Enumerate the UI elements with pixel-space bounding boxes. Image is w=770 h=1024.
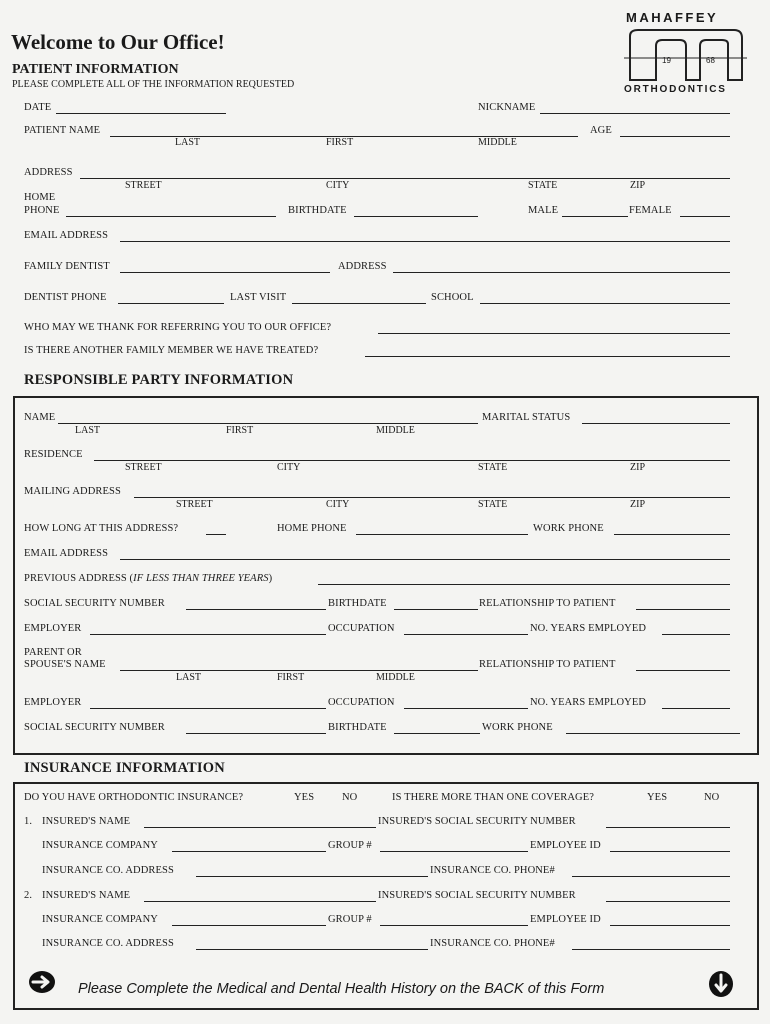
label-insured2-group: GROUP # — [328, 914, 372, 925]
label-last-visit: LAST VISIT — [230, 292, 287, 303]
label-rp-home-phone: HOME PHONE — [277, 523, 347, 534]
label-spouse-occupation: OCCUPATION — [328, 697, 395, 708]
sublabel-last: LAST — [175, 137, 200, 148]
date-field[interactable] — [56, 113, 226, 114]
option-coverage-no[interactable]: NO — [704, 792, 720, 803]
instruction-text: PLEASE COMPLETE ALL OF THE INFORMATION REQUESTED — [12, 79, 295, 90]
footer-instruction: Please Complete the Medical and Dental Health History on the BACK of this Form — [78, 981, 605, 997]
section-title-insurance: INSURANCE INFORMATION — [24, 760, 225, 776]
sublabel-spouse-middle: MIDDLE — [376, 672, 415, 683]
sublabel-street: STREET — [125, 180, 162, 191]
label-insured2-name: INSURED'S NAME — [42, 890, 131, 901]
sublabel-rp-first: FIRST — [226, 425, 254, 436]
label-more-coverage: IS THERE MORE THAN ONE COVERAGE? — [392, 792, 595, 803]
label-how-long: HOW LONG AT THIS ADDRESS? — [24, 523, 179, 534]
label-rp-email: EMAIL ADDRESS — [24, 548, 109, 559]
dentist-address-field[interactable] — [393, 272, 730, 273]
insured2-name-field[interactable] — [144, 901, 376, 902]
insured1-co-address-field[interactable] — [196, 876, 428, 877]
label-nickname: NICKNAME — [478, 102, 536, 113]
arrow-right-icon — [28, 970, 56, 994]
insured1-group-field[interactable] — [380, 851, 528, 852]
prev-address-field[interactable] — [318, 584, 730, 585]
label-insured1-ssn: INSURED'S SOCIAL SECURITY NUMBER — [378, 816, 576, 827]
label-email: EMAIL ADDRESS — [24, 230, 109, 241]
insured1-employee-id-field[interactable] — [610, 851, 730, 852]
label-insured1-name: INSURED'S NAME — [42, 816, 131, 827]
male-field[interactable] — [562, 216, 628, 217]
spouse-occupation-field[interactable] — [404, 708, 528, 709]
label-insured1-employee-id: EMPLOYEE ID — [530, 840, 601, 851]
label-referral: WHO MAY WE THANK FOR REFERRING YOU TO OUR OFFICE? — [24, 322, 332, 333]
rp-work-phone-field[interactable] — [614, 534, 730, 535]
sublabel-first: FIRST — [326, 137, 354, 148]
logo-name: MAHAFFEY — [626, 10, 719, 25]
dentist-phone-field[interactable] — [118, 303, 224, 304]
label-insured2-ssn: INSURED'S SOCIAL SECURITY NUMBER — [378, 890, 576, 901]
label-rp-ssn: SOCIAL SECURITY NUMBER — [24, 598, 165, 609]
label-ortho-insurance: DO YOU HAVE ORTHODONTIC INSURANCE? — [24, 792, 244, 803]
age-field[interactable] — [620, 136, 730, 137]
home-phone-field[interactable] — [66, 216, 276, 217]
insured2-company-field[interactable] — [172, 925, 326, 926]
spouse-birthdate-field[interactable] — [394, 733, 480, 734]
insured2-co-address-field[interactable] — [196, 949, 428, 950]
sublabel-res-street: STREET — [125, 462, 162, 473]
spouse-employer-field[interactable] — [90, 708, 326, 709]
option-insurance-no[interactable]: NO — [342, 792, 358, 803]
family-member-field[interactable] — [365, 356, 730, 357]
label-relationship: RELATIONSHIP TO PATIENT — [479, 598, 616, 609]
sublabel-city: CITY — [326, 180, 350, 191]
employer-field[interactable] — [90, 634, 326, 635]
label-occupation: OCCUPATION — [328, 623, 395, 634]
logo-year-left: 19 — [662, 56, 671, 65]
sublabel-res-zip: ZIP — [630, 462, 645, 473]
email-field[interactable] — [120, 241, 730, 242]
sublabel-middle: MIDDLE — [478, 137, 517, 148]
school-field[interactable] — [480, 303, 730, 304]
label-home: HOME — [24, 192, 56, 203]
option-coverage-yes[interactable]: YES — [647, 792, 668, 803]
rp-ssn-field[interactable] — [186, 609, 326, 610]
label-spouse-employer: EMPLOYER — [24, 697, 82, 708]
label-parent-or: PARENT OR — [24, 647, 82, 658]
logo-year-right: 68 — [706, 56, 715, 65]
last-visit-field[interactable] — [292, 303, 426, 304]
residence-field[interactable] — [94, 460, 730, 461]
family-dentist-field[interactable] — [120, 272, 330, 273]
label-dentist-phone: DENTIST PHONE — [24, 292, 107, 303]
label-age: AGE — [590, 125, 612, 136]
page-title: Welcome to Our Office! — [11, 30, 225, 54]
sublabel-rp-middle: MIDDLE — [376, 425, 415, 436]
label-prev-address: PREVIOUS ADDRESS (IF LESS THAN THREE YEARS) — [24, 573, 273, 584]
birthdate-field[interactable] — [354, 216, 478, 217]
label-school: SCHOOL — [431, 292, 474, 303]
logo-subtitle: ORTHODONTICS — [624, 84, 727, 95]
label-marital: MARITAL STATUS — [482, 412, 571, 423]
label-insured1-co-phone: INSURANCE CO. PHONE# — [430, 865, 555, 876]
section-title-patient: PATIENT INFORMATION — [12, 62, 179, 77]
spouse-years-employed-field[interactable] — [662, 708, 730, 709]
spouse-ssn-field[interactable] — [186, 733, 326, 734]
rp-email-field[interactable] — [120, 559, 730, 560]
sublabel-res-state: STATE — [478, 462, 508, 473]
sublabel-spouse-first: FIRST — [277, 672, 305, 683]
label-rp-name: NAME — [24, 412, 56, 423]
relationship-field[interactable] — [636, 609, 730, 610]
address-field[interactable] — [80, 178, 730, 179]
label-mailing: MAILING ADDRESS — [24, 486, 121, 497]
how-long-field[interactable] — [206, 534, 226, 535]
sublabel-mail-state: STATE — [478, 499, 508, 510]
label-spouse-relationship: RELATIONSHIP TO PATIENT — [479, 659, 616, 670]
label-spouse-birthdate: BIRTHDATE — [328, 722, 387, 733]
rp-home-phone-field[interactable] — [356, 534, 528, 535]
spouse-work-phone-field[interactable] — [566, 733, 740, 734]
label-num-2: 2. — [24, 890, 33, 901]
sublabel-zip: ZIP — [630, 180, 645, 191]
insured2-co-phone-field[interactable] — [572, 949, 730, 950]
label-employer: EMPLOYER — [24, 623, 82, 634]
insured1-company-field[interactable] — [172, 851, 326, 852]
label-spouse-name: SPOUSE'S NAME — [24, 659, 106, 670]
label-insured1-company: INSURANCE COMPANY — [42, 840, 158, 851]
label-phone: PHONE — [24, 205, 60, 216]
referral-field[interactable] — [378, 333, 730, 334]
sublabel-mail-zip: ZIP — [630, 499, 645, 510]
female-field[interactable] — [680, 216, 730, 217]
label-insured1-group: GROUP # — [328, 840, 372, 851]
label-insured1-co-address: INSURANCE CO. ADDRESS — [42, 865, 174, 876]
label-family-member: IS THERE ANOTHER FAMILY MEMBER WE HAVE TREATED? — [24, 345, 319, 356]
logo-mark — [624, 26, 747, 82]
label-spouse-ssn: SOCIAL SECURITY NUMBER — [24, 722, 165, 733]
sublabel-rp-last: LAST — [75, 425, 100, 436]
rp-birthdate-field[interactable] — [394, 609, 478, 610]
sublabel-state: STATE — [528, 180, 558, 191]
spouse-name-field[interactable] — [120, 670, 478, 671]
label-patient-name: PATIENT NAME — [24, 125, 101, 136]
label-insured2-co-address: INSURANCE CO. ADDRESS — [42, 938, 174, 949]
label-birthdate: BIRTHDATE — [288, 205, 347, 216]
label-rp-work-phone: WORK PHONE — [533, 523, 604, 534]
insured2-ssn-field[interactable] — [606, 901, 730, 902]
label-dentist-address: ADDRESS — [338, 261, 387, 272]
insured2-employee-id-field[interactable] — [610, 925, 730, 926]
label-years-employed: NO. YEARS EMPLOYED — [530, 623, 647, 634]
label-insured2-company: INSURANCE COMPANY — [42, 914, 158, 925]
spouse-relationship-field[interactable] — [636, 670, 730, 671]
label-num-1: 1. — [24, 816, 33, 827]
sublabel-mail-street: STREET — [176, 499, 213, 510]
sublabel-res-city: CITY — [277, 462, 301, 473]
rp-name-field[interactable] — [58, 423, 478, 424]
sublabel-spouse-last: LAST — [176, 672, 201, 683]
section-title-responsible: RESPONSIBLE PARTY INFORMATION — [24, 372, 294, 388]
years-employed-field[interactable] — [662, 634, 730, 635]
label-spouse-work-phone: WORK PHONE — [482, 722, 553, 733]
insured1-co-phone-field[interactable] — [572, 876, 730, 877]
label-residence: RESIDENCE — [24, 449, 83, 460]
label-female: FEMALE — [629, 205, 672, 216]
insured1-name-field[interactable] — [144, 827, 376, 828]
insured2-group-field[interactable] — [380, 925, 528, 926]
label-address: ADDRESS — [24, 167, 73, 178]
label-insured2-employee-id: EMPLOYEE ID — [530, 914, 601, 925]
occupation-field[interactable] — [404, 634, 528, 635]
label-date: DATE — [24, 102, 52, 113]
label-family-dentist: FAMILY DENTIST — [24, 261, 110, 272]
nickname-field[interactable] — [540, 113, 730, 114]
sublabel-mail-city: CITY — [326, 499, 350, 510]
label-insured2-co-phone: INSURANCE CO. PHONE# — [430, 938, 555, 949]
insured1-ssn-field[interactable] — [606, 827, 730, 828]
label-rp-birthdate: BIRTHDATE — [328, 598, 387, 609]
option-insurance-yes[interactable]: YES — [294, 792, 315, 803]
marital-field[interactable] — [582, 423, 730, 424]
arrow-down-icon — [708, 970, 734, 998]
label-male: MALE — [528, 205, 559, 216]
label-spouse-years-employed: NO. YEARS EMPLOYED — [530, 697, 647, 708]
mailing-field[interactable] — [134, 497, 730, 498]
